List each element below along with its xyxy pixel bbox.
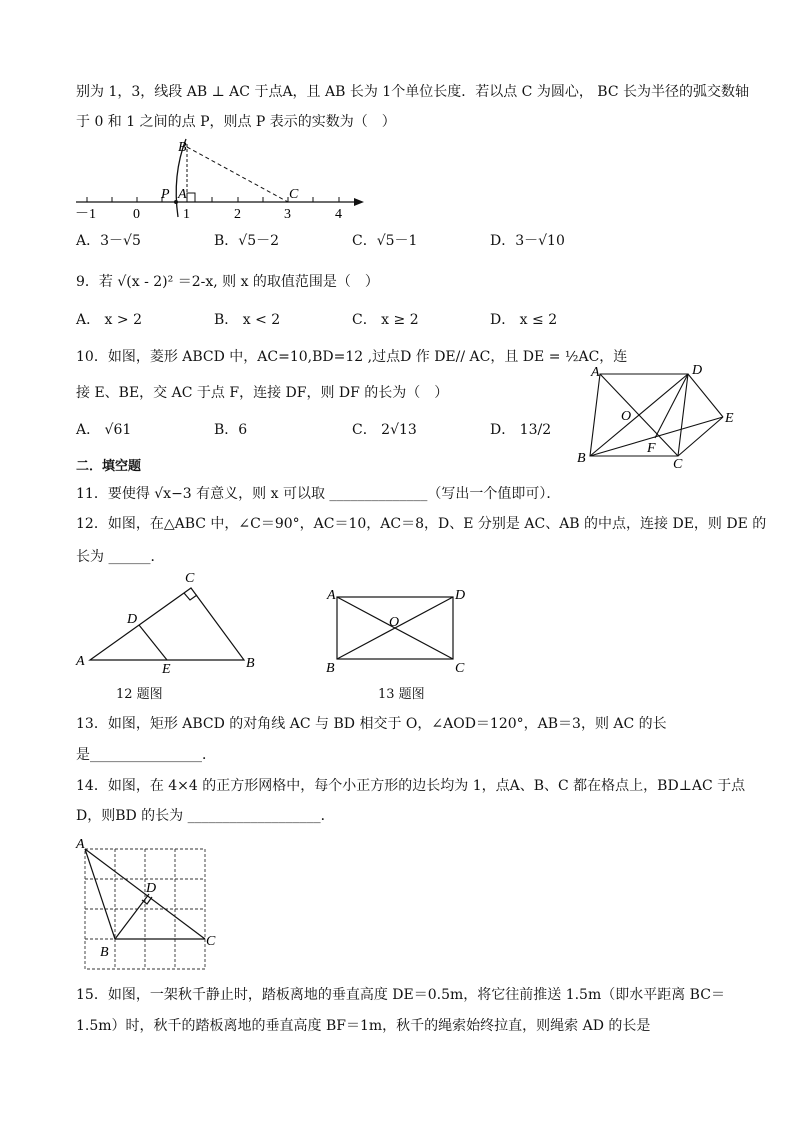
rectangle-figure xyxy=(325,585,475,675)
q8-option-c[interactable]: C．√5－1 xyxy=(352,233,418,249)
q12-line-2: 长为 ______． xyxy=(76,549,165,565)
tick-label: －1 xyxy=(75,207,96,222)
number-line-figure xyxy=(72,135,372,225)
tick-label: 0 xyxy=(133,207,140,222)
tick-label: 2 xyxy=(234,207,241,222)
q10-option-c[interactable]: C． 2√13 xyxy=(352,422,417,438)
point-label-e: E xyxy=(162,662,171,677)
section-heading: 二．填空题 xyxy=(76,459,142,474)
q12-line-1: 12．如图，在△ABC 中，∠C＝90°，AC＝10，AC＝8，D、E 分别是 AC、AB 的中点，连接 DE，则 DE 的 xyxy=(76,516,767,532)
point-label-d: D xyxy=(127,612,138,627)
point-label-b: B xyxy=(577,451,586,466)
q15-line-2: 1.5m）时，秋千的踏板离地的垂直高度 BF＝1m，秋千的绳索始终拉直，则绳索 AD 的长是 xyxy=(76,1018,651,1034)
point-label-e: E xyxy=(725,411,734,426)
q14-line-2: D，则BD 的长为 ___________________． xyxy=(76,808,335,824)
q10-line-2: 接 E、BE，交 AC 于点 F，连接 DF，则 DF 的长为（ ） xyxy=(76,385,449,401)
triangle-figure xyxy=(72,570,272,677)
q15-line-1: 15．如图，一架秋千静止时，踏板离地的垂直高度 DE＝0.5m，将它往前推送 1.5m（即水平距离 BC＝ xyxy=(76,987,725,1003)
q10-option-a[interactable]: A． √61 xyxy=(76,422,132,438)
q9-stem: 9．若 √(x - 2)² ＝2-x, 则 x 的取值范围是（ ） xyxy=(76,274,379,290)
q9-option-b[interactable]: B． x < 2 xyxy=(214,312,281,328)
q10-option-d[interactable]: D． 13/2 xyxy=(490,422,552,438)
point-label-a: A xyxy=(76,654,85,669)
point-label-f: F xyxy=(647,441,656,456)
q9-option-c[interactable]: C． x ≥ 2 xyxy=(352,312,419,328)
point-label-b: B xyxy=(100,945,109,960)
point-label-b: B xyxy=(246,656,255,671)
point-label-a: A xyxy=(178,187,187,202)
q14-line-1: 14．如图，在 4×4 的正方形网格中，每个小正方形的边长均为 1，点A、B、C 都在格点上，BD⊥AC 于点 xyxy=(76,778,746,794)
q9-option-d[interactable]: D． x ≤ 2 xyxy=(490,312,558,328)
point-label-b: B xyxy=(326,661,335,676)
point-label-a: A xyxy=(591,365,600,380)
tick-label: 3 xyxy=(284,207,291,222)
point-label-a: A xyxy=(327,588,336,603)
point-label-o: O xyxy=(621,409,632,424)
point-label-o: O xyxy=(389,615,400,630)
q8-line-1: 别为 1，3，线段 AB ⊥ AC 于点A，且 AB 长为 1个单位长度．若以点 C 为圆心， BC 长为半径的弧交数轴 xyxy=(76,84,749,100)
point-label-a: A xyxy=(76,837,85,852)
q13-line-2: 是________________． xyxy=(76,747,216,763)
q13-line-1: 13．如图，矩形 ABCD 的对角线 AC 与 BD 相交于 O，∠AOD＝120°，AB＝3，则 AC 的长 xyxy=(76,716,667,732)
tick-label: 1 xyxy=(183,207,190,222)
point-label-c: C xyxy=(206,934,216,949)
point-label-c: C xyxy=(673,457,683,472)
point-label-d: D xyxy=(692,363,703,378)
point-label-c: C xyxy=(289,187,299,202)
point-label-c: C xyxy=(455,661,465,676)
point-label-d: D xyxy=(146,881,157,896)
point-label-d: D xyxy=(455,588,466,603)
tick-label: 4 xyxy=(335,207,342,222)
q10-option-b[interactable]: B．6 xyxy=(214,422,248,438)
point-label-p: P xyxy=(161,187,170,202)
rhombus-figure xyxy=(575,360,745,470)
point-label-c: C xyxy=(185,571,195,586)
q12-caption: 12 题图 xyxy=(116,687,163,702)
q11-stem: 11．要使得 √x−3 有意义，则 x 可以取 ______________（写出一个值即可）． xyxy=(76,486,561,502)
q13-caption: 13 题图 xyxy=(378,687,425,702)
q8-line-2: 于 0 和 1 之间的点 P，则点 P 表示的实数为（ ） xyxy=(76,114,396,130)
q8-option-d[interactable]: D．3－√10 xyxy=(490,233,565,249)
q10-line-1: 10．如图，菱形 ABCD 中，AC=10,BD=12 ,过点D 作 DE// AC，且 DE = ½AC，连 xyxy=(76,349,628,365)
grid-figure xyxy=(72,835,222,975)
point-label-b: B xyxy=(178,140,187,155)
q8-option-b[interactable]: B．√5－2 xyxy=(214,233,280,249)
q9-option-a[interactable]: A． x > 2 xyxy=(76,312,142,328)
q8-option-a[interactable]: A．3－√5 xyxy=(76,233,141,249)
